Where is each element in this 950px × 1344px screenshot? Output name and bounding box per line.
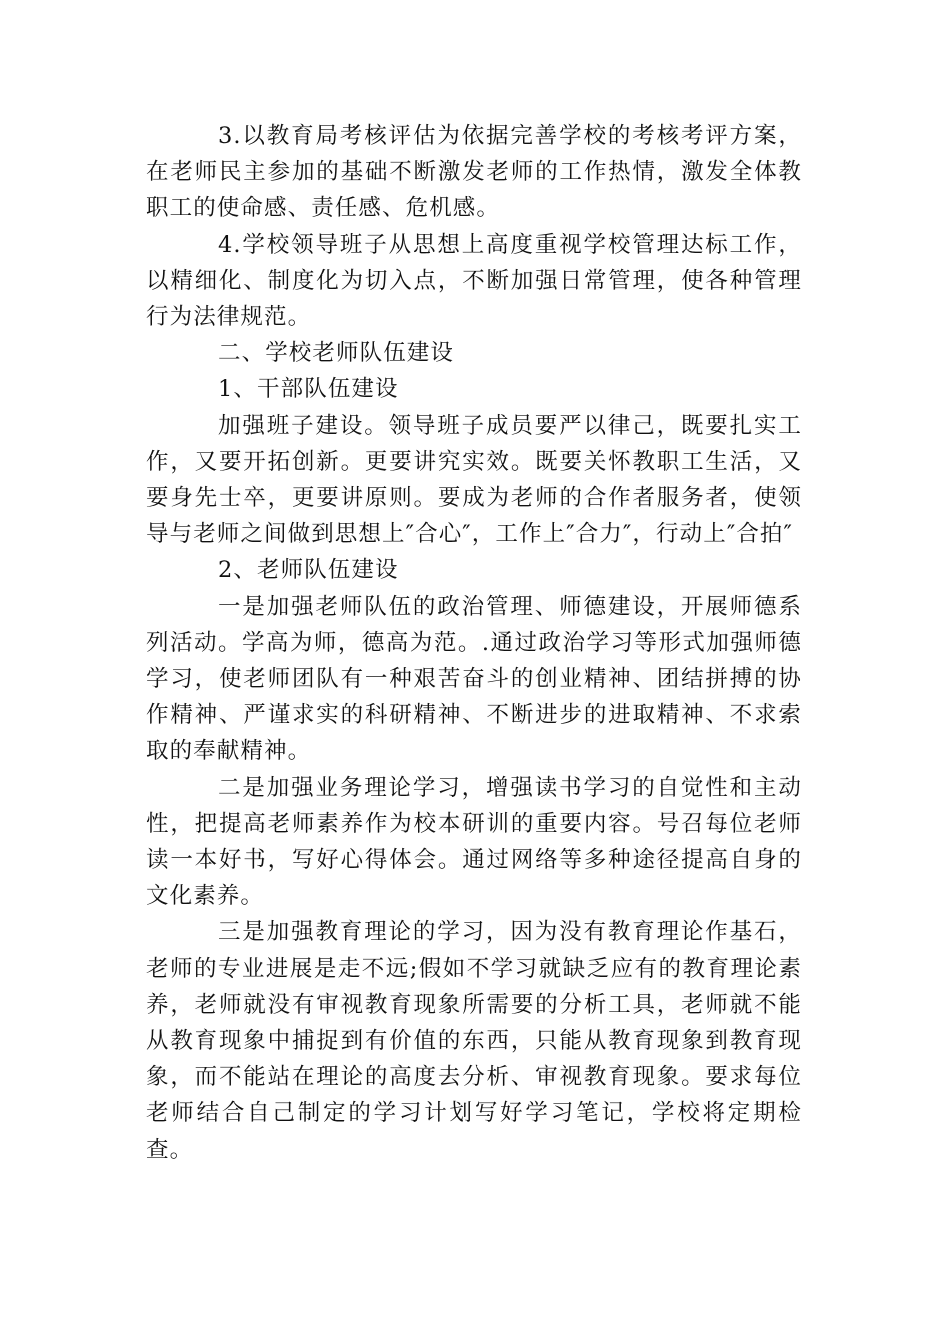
paragraph-assessment-plan: 3.以教育局考核评估为依据完善学校的考核考评方案，在老师民主参加的基础不断激发老师的工作热情，激发全体教职工的使命感、责任感、危机感。	[146, 123, 802, 222]
subheading-teacher-team: 2、老师队伍建设	[218, 557, 399, 584]
paragraph-team-building: 加强班子建设。领导班子成员要严以律己，既要扎实工作，又要开拓创新。更要讲究实效。既要关怀教职工生活，又要身先士卒，更要讲原则。要成为老师的合作者服务者，使领导与老师之间做到思想上″合心″，工作上″合力″，行动上″合拍″	[146, 412, 802, 548]
section-heading-teacher-team: 二、学校老师队伍建设	[218, 340, 455, 367]
document-body	[146, 118, 802, 1168]
paragraph-leadership-management: 4.学校领导班子从思想上高度重视学校管理达标工作，以精细化、制度化为切入点，不断加强日常管理，使各种管理行为法律规范。	[146, 231, 802, 331]
paragraph-ethics-building: 一是加强老师队伍的政治管理、师德建设，开展师德系列活动。学高为师，德高为范。.通过政治学习等形式加强师德学习，使老师团队有一种艰苦奋斗的创业精神、团结拼搏的协作精神、严谨求实的科研精神、不断进步的进取精神、不求索取的奉献精神。	[146, 593, 802, 765]
paragraph-theory-study: 二是加强业务理论学习，增强读书学习的自觉性和主动性，把提高老师素养作为校本研训的重要内容。号召每位老师读一本好书，写好心得体会。通过网络等多种途径提高自身的文化素养。	[146, 774, 802, 910]
subheading-cadre-team: 1、干部队伍建设	[218, 376, 399, 403]
paragraph-education-theory: 三是加强教育理论的学习，因为没有教育理论作基石，老师的专业进展是走不远;假如不学习就缺乏应有的教育理论素养，老师就没有审视教育现象所需要的分析工具，老师就不能从教育现象中捕捉到有价值的东西，只能从教育现象到教育现象，而不能站在理论的高度去分析、审视教育现象。要求每位老师结合自己制定的学习计划写好学习笔记，学校将定期检查。	[146, 919, 802, 1163]
